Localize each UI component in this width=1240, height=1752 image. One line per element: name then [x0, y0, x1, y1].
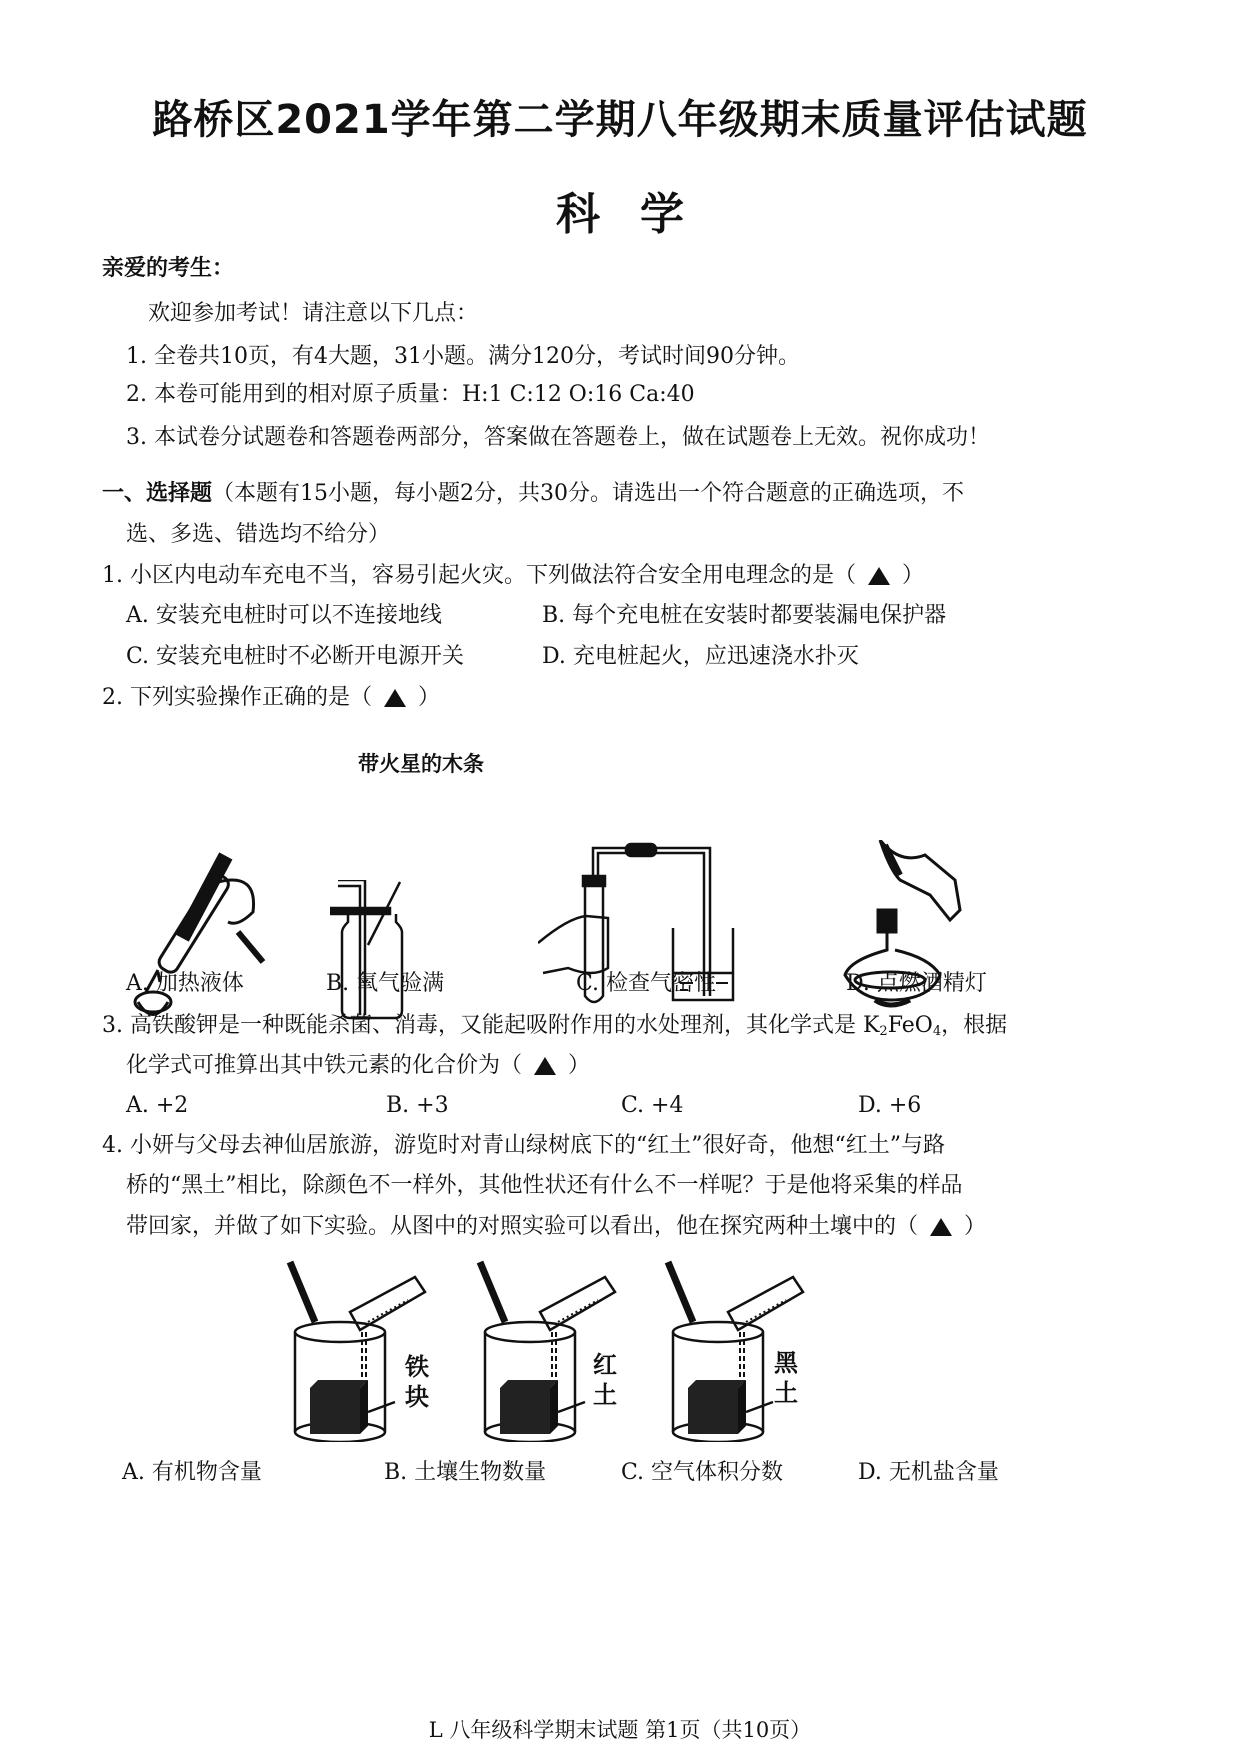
q4-option-c: C. 空气体积分数 [621, 1460, 784, 1485]
q4-option-d: D. 无机盐含量 [858, 1460, 999, 1485]
answer-triangle-icon [384, 689, 406, 707]
subject-title: 科学 [556, 189, 724, 240]
q2-option-a: A. 加热液体 [126, 971, 244, 996]
question-4-stem-line1: 4. 小妍与父母去神仙居旅游，游览时对青山绿树底下的“红土”很好奇，他想“红土”与路 [102, 1133, 945, 1158]
label-iron-block: 铁块 [405, 1353, 429, 1411]
q2-option-c: C. 检查气密性 [576, 971, 717, 996]
label-black-soil: 黑土 [774, 1349, 798, 1407]
question-4-stem-line3: 带回家，并做了如下实验。从图中的对照实验可以看出，他在探究两种土壤中的（ ） [126, 1214, 987, 1239]
oxygen-test-figure [330, 880, 410, 1020]
soil-experiment-figure [280, 1252, 840, 1442]
page-footer: L 八年级科学期末试题 第1页（共10页） [428, 1718, 812, 1742]
section-desc: （本题有15小题，每小题2分，共30分。请选出一个符合题意的正确选项，不 [212, 481, 965, 506]
question-1-stem: 1. 小区内电动车充电不当，容易引起火灾。下列做法符合安全用电理念的是（ ） [102, 563, 925, 588]
q3-option-b: B. +3 [386, 1093, 449, 1118]
q4-option-b: B. 土壤生物数量 [384, 1460, 547, 1485]
q1-option-d: D. 充电桩起火，应迅速浇水扑灭 [542, 644, 859, 669]
note-2: 2. 本卷可能用到的相对原子质量：H:1 C:12 O:16 Ca:40 [126, 382, 695, 407]
q3-option-c: C. +4 [621, 1093, 684, 1118]
section-heading [102, 479, 964, 509]
answer-triangle-icon [868, 567, 890, 585]
q2-option-d: D. 点燃酒精灯 [846, 971, 987, 996]
q3-option-a: A. +2 [126, 1093, 189, 1118]
q4-option-a: A. 有机物含量 [122, 1460, 262, 1485]
q2-option-b: B. 氧气验满 [326, 971, 445, 996]
question-2-stem: 2. 下列实验操作正确的是（ ） [102, 685, 440, 710]
q3-option-d: D. +6 [858, 1093, 922, 1118]
section-desc-2: 选、多选、错选均不给分） [126, 522, 391, 547]
exam-title: 路桥区2021学年第二学期八年级期末质量评估试题 [152, 97, 1088, 143]
note-3: 3. 本试卷分试题卷和答题卷两部分，答案做在答题卷上，做在试题卷上无效。祝你成功！ [126, 425, 990, 450]
note-1: 1. 全卷共10页，有4大题，31小题。满分120分，考试时间90分钟。 [126, 344, 800, 369]
welcome-line: 欢迎参加考试！请注意以下几点： [148, 301, 479, 326]
salutation: 亲爱的考生： [102, 256, 235, 281]
q1-option-a: A. 安装充电桩时可以不连接地线 [126, 603, 442, 628]
figure-label-glowing-splint: 带火星的木条 [358, 752, 484, 776]
q1-option-c: C. 安装充电桩时不必断开电源开关 [126, 644, 465, 669]
question-3-stem-line2: 化学式可推算出其中铁元素的化合价为（ ） [126, 1053, 591, 1078]
answer-triangle-icon [930, 1218, 952, 1236]
answer-triangle-icon [534, 1057, 556, 1075]
question-4-stem-line2: 桥的“黑土”相比，除颜色不一样外，其他性状还有什么不一样呢？于是他将采集的样品 [126, 1173, 963, 1198]
question-3-stem-line1: 3. 高铁酸钾是一种既能杀菌、消毒，又能起吸附作用的水处理剂，其化学式是 $K_2FeO_4$，根据 [102, 1013, 1008, 1039]
section-title: 一、选择题 [102, 481, 213, 506]
label-red-soil: 红土 [593, 1351, 617, 1409]
q1-option-b: B. 每个充电桩在安装时都要装漏电保护器 [542, 603, 947, 628]
